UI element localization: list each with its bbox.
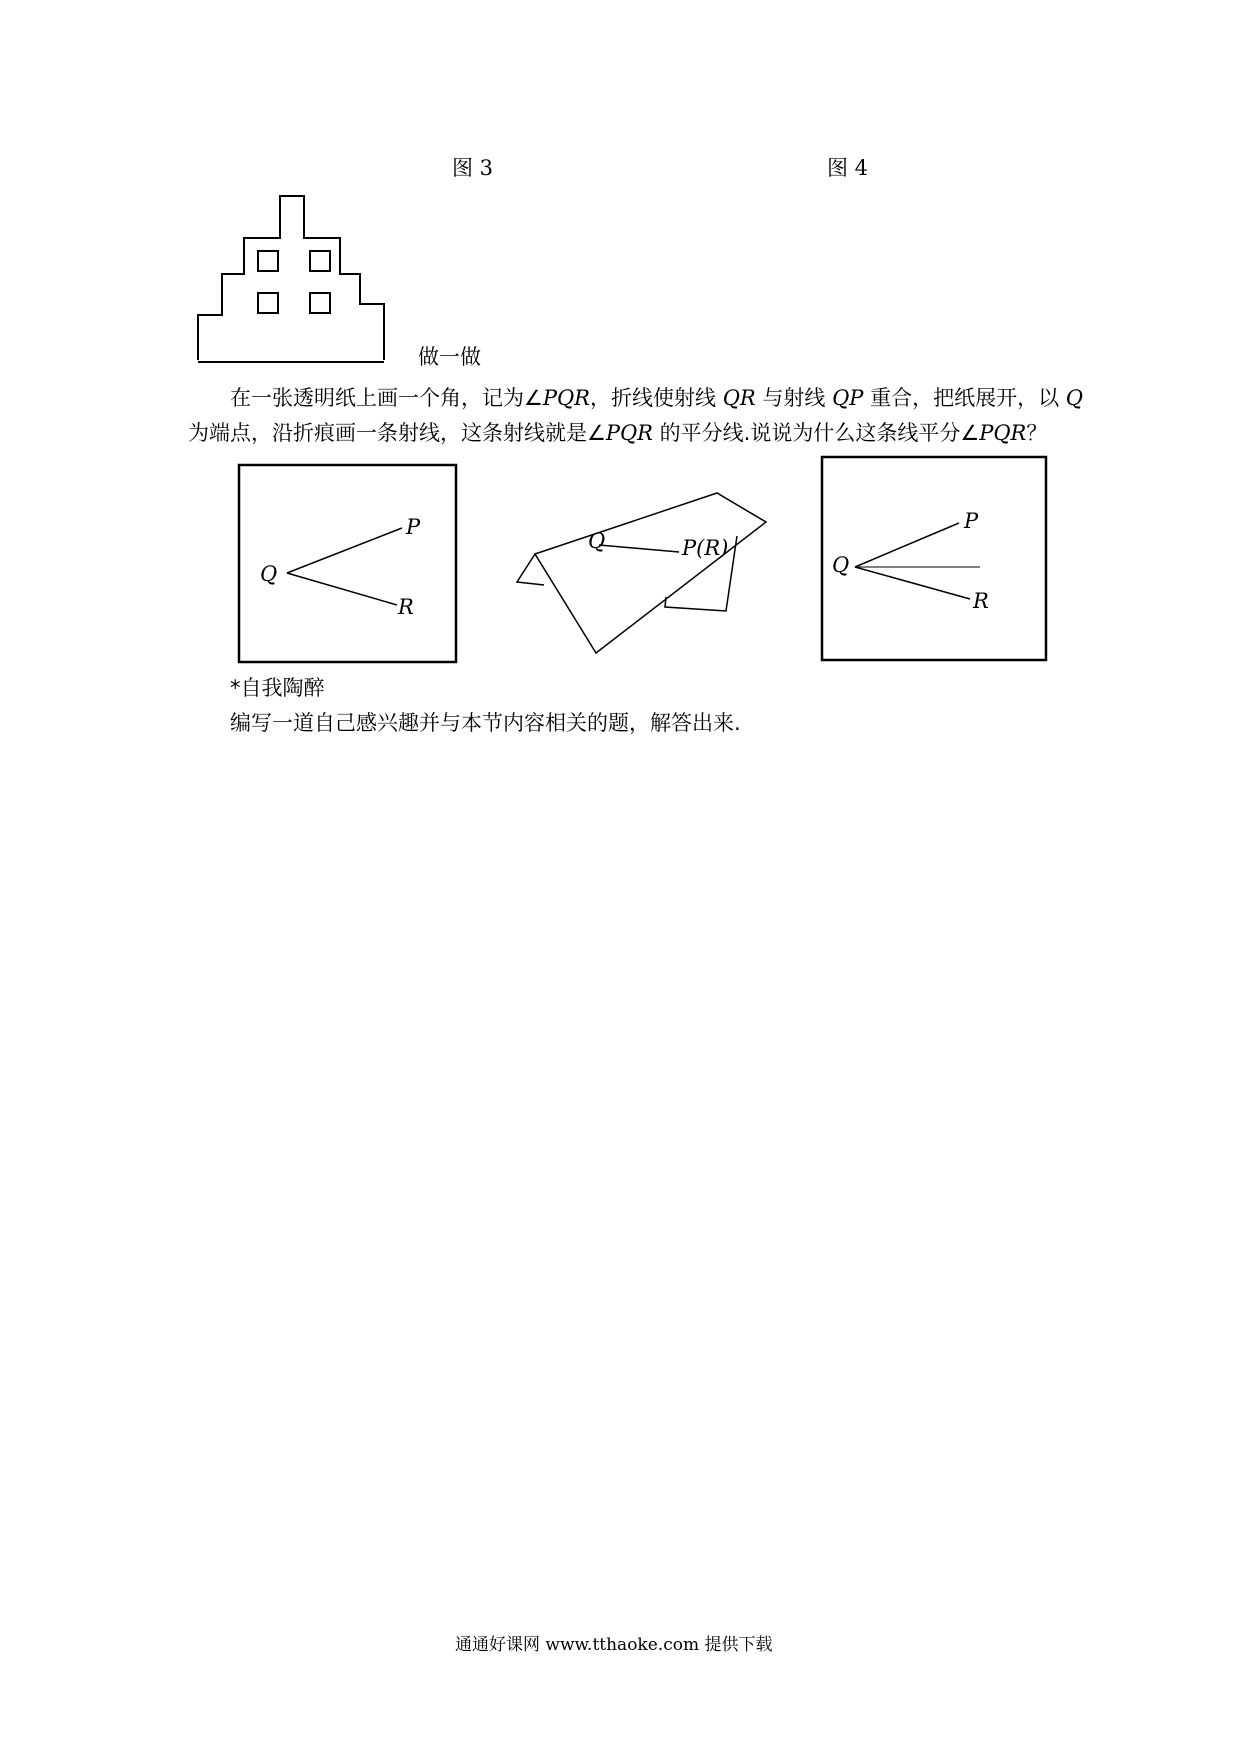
building-outline <box>198 196 384 360</box>
window-top-right <box>310 251 330 271</box>
self-section-title: *自我陶醉 <box>230 676 325 700</box>
ray-qp-line-3 <box>855 523 959 567</box>
paper-frame-3 <box>822 457 1046 660</box>
self-section-text: 编写一道自己感兴趣并与本节内容相关的题，解答出来. <box>230 711 741 735</box>
para-text: 为端点，沿折痕画一条射线，这条射线就是∠ <box>188 421 606 445</box>
ray-qp: QP <box>832 386 864 410</box>
label-q-1: Q <box>260 562 278 586</box>
para-text: 的平分线.说说为什么这条线平分∠ <box>653 421 980 445</box>
point-q: Q <box>1065 386 1084 410</box>
para-text: ？ <box>1026 421 1048 445</box>
label-r-3: R <box>973 589 989 613</box>
window-top-left <box>258 251 278 271</box>
label-q-2: Q <box>588 529 606 553</box>
figure-4-caption: 图 4 <box>827 156 869 180</box>
para-text: 与射线 <box>755 386 833 410</box>
page-footer: 通通好课网 www.tthaoke.com 提供下载 <box>455 1635 773 1655</box>
ray-qr: QR <box>722 386 756 410</box>
folded-flap-left <box>517 554 544 585</box>
ray-qr-line <box>287 573 397 605</box>
activity-paragraph-line-2 <box>188 415 1047 451</box>
angle-fold-diagrams <box>230 455 1050 670</box>
label-q-3: Q <box>832 553 850 577</box>
label-p-3: P <box>964 509 979 533</box>
activity-title: 做一做 <box>418 345 481 369</box>
label-p-r-2: P(R) <box>682 536 729 560</box>
para-text: 在一张透明纸上画一个角，记为∠ <box>230 386 543 410</box>
diagram-folded-paper <box>517 493 766 653</box>
window-bottom-left <box>258 293 278 313</box>
window-bottom-right <box>310 293 330 313</box>
angle-pqr: PQR <box>542 386 590 410</box>
ray-qp-line <box>287 528 402 573</box>
angle-pqr: PQR <box>979 421 1027 445</box>
activity-paragraph-line-1 <box>230 380 1083 416</box>
diagram-angle-bisector <box>822 457 1046 660</box>
label-p-1: P <box>406 515 421 539</box>
para-text: 重合，把纸展开，以 <box>863 386 1066 410</box>
stepped-building-figure <box>190 190 420 370</box>
figure-3-caption: 图 3 <box>452 156 494 180</box>
angle-pqr: PQR <box>605 421 653 445</box>
para-text: ，折线使射线 <box>590 386 723 410</box>
fold-crease-qp <box>599 545 679 552</box>
label-r-1: R <box>398 595 414 619</box>
ray-qr-line-3 <box>855 567 970 599</box>
